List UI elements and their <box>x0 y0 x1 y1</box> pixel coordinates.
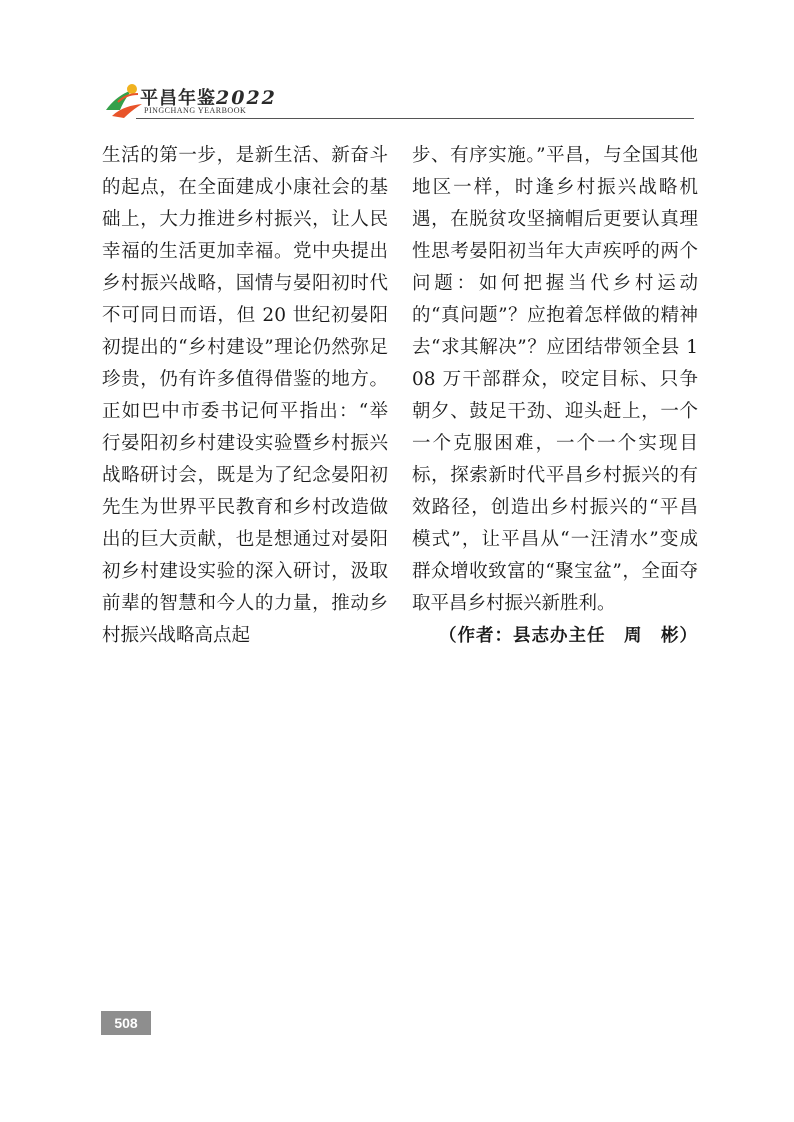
yearbook-title-text: 平昌年鉴 <box>140 88 216 109</box>
article-left-column <box>102 140 388 652</box>
article-right-text: 步、有序实施。”平昌，与全国其他地区一样，时逢乡村振兴战略机遇，在脱贫攻坚摘帽后更要认真理性思考晏阳初当年大声疾呼的两个问题：如何把握当代乡村运动的“真问题”？应抱着怎样做的精神去“求其解决”？应团结带领全县 108 万干部群众，咬定目标、只争朝夕、鼓足干劲、迎头赶上，一个一个克服困难，一个一个实现目标，探索新时代平昌乡村振兴的有效路径，创造出乡村振兴的“平昌模式”，让平昌从“一汪清水”变成群众增收致富的“聚宝盆”，全面夺取平昌乡村振兴新胜利。 <box>412 145 698 614</box>
article-left-text: 生活的第一步，是新生活、新奋斗的起点，在全面建成小康社会的基础上，大力推进乡村振兴，让人民幸福的生活更加幸福。党中央提出乡村振兴战略，国情与晏阳初时代不可同日而语，但 20 世纪初晏阳初提出的“乡村建设”理论仍然弥足珍贵，仍有许多值得借鉴的地方。正如巴中市委书记何平指出：“举行晏阳初乡村建设实验暨乡村振兴战略研讨会，既是为了纪念晏阳初先生为世界平民教育和乡村改造做出的巨大贡献，也是想通过对晏阳初乡村建设实验的深入研讨，汲取前辈的智慧和今人的力量，推动乡村振兴战略高点起 <box>102 145 388 646</box>
yearbook-subtitle: PINGCHANG YEARBOOK <box>144 106 247 115</box>
article-byline: （作者：县志办主任 周 彬） <box>439 626 698 646</box>
page-header <box>102 80 694 126</box>
page-number: 508 <box>101 1011 151 1035</box>
header-rule <box>136 118 694 119</box>
yearbook-year: 2022 <box>216 87 277 109</box>
article-right-column <box>412 140 698 652</box>
